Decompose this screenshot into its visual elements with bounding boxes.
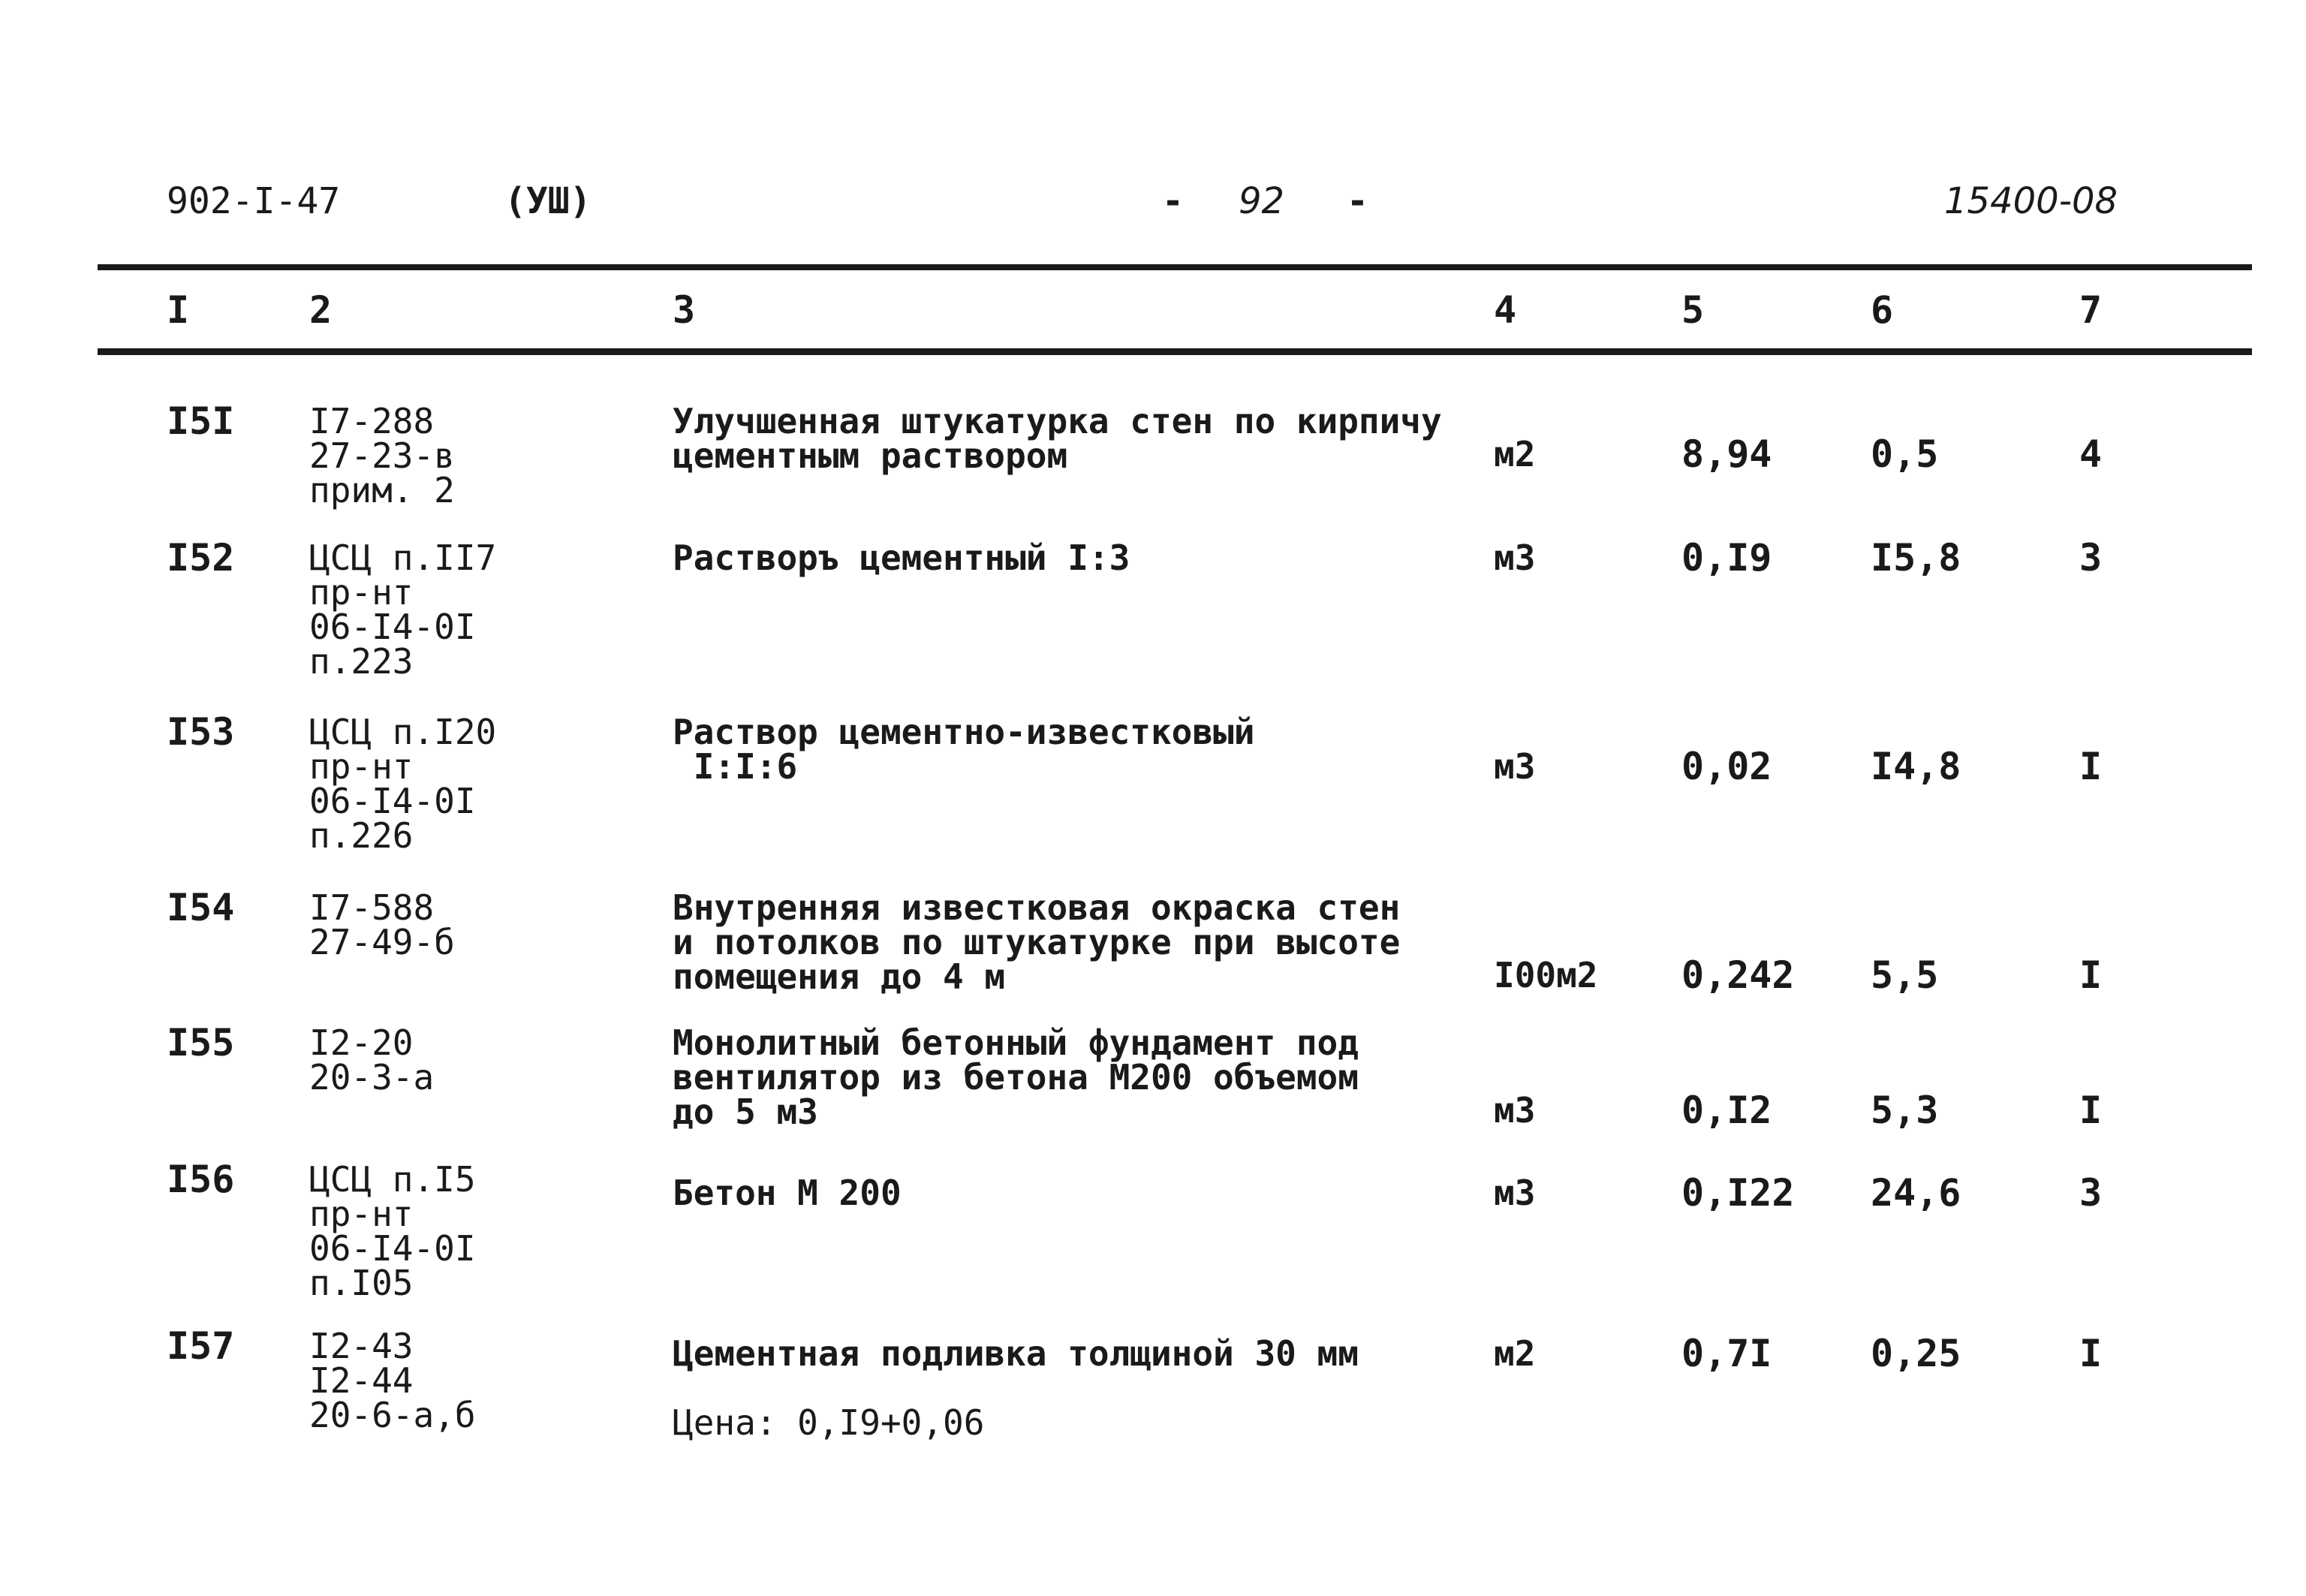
page-dash-right: -	[1347, 180, 1368, 222]
row-152-description: Растворъ цементный I:3	[673, 538, 1130, 578]
row-152-number: I52	[167, 536, 235, 580]
row-157-unit: м2	[1494, 1333, 1536, 1374]
row-151-quantity: 8,94	[1681, 432, 1772, 476]
row-157-reference: I2-43 I2-44 20-6-а,б	[309, 1326, 476, 1435]
row-157-quantity: 0,7I	[1681, 1332, 1772, 1375]
row-155-unit: м3	[1494, 1090, 1536, 1131]
row-156-description: Бетон М 200	[673, 1173, 902, 1213]
document-number: 15400-08	[1944, 180, 2118, 222]
row-153-quantity: 0,02	[1681, 745, 1772, 788]
row-155-description: Монолитный бетонный фундамент под вентилятор из бетона М200 объемом до 5 м3	[673, 1022, 1359, 1132]
row-151-description: Улучшенная штукатурка стен по кирпичу цементным раствором	[673, 401, 1442, 476]
row-151-reference: I7-288 27-23-в прим. 2	[309, 401, 455, 510]
row-153-total: I	[2079, 745, 2103, 788]
row-156-quantity: 0,I22	[1681, 1171, 1795, 1215]
table-header-rule	[98, 348, 2252, 355]
row-155-total: I	[2079, 1089, 2103, 1132]
row-157-description: Цементная подливка толщиной 30 мм	[673, 1333, 1359, 1374]
row-156-price: 24,6	[1871, 1171, 1961, 1215]
table-top-rule	[98, 264, 2252, 270]
row-152-quantity: 0,I9	[1681, 536, 1772, 580]
row-152-price: I5,8	[1871, 536, 1961, 580]
page-dash-left: -	[1162, 180, 1184, 222]
column-header-3: 3	[673, 288, 696, 332]
row-153-price: I4,8	[1871, 745, 1961, 788]
row-153-unit: м3	[1494, 746, 1536, 787]
row-155-price: 5,3	[1871, 1089, 1939, 1132]
row-153-description: Раствор цементно-известковый I:I:6	[673, 712, 1255, 787]
row-153-reference: ЦСЦ п.I20 пр-нт 06-I4-0I п.226	[309, 712, 497, 856]
row-155-number: I55	[167, 1021, 235, 1065]
column-header-5: 5	[1681, 288, 1705, 332]
row-155-reference: I2-20 20-3-а	[309, 1022, 435, 1098]
row-151-number: I5I	[167, 399, 235, 443]
row-152-total: 3	[2079, 536, 2103, 580]
row-151-unit: м2	[1494, 434, 1536, 474]
column-header-7: 7	[2079, 288, 2103, 332]
row-157-number: I57	[167, 1324, 235, 1368]
row-154-quantity: 0,242	[1681, 953, 1795, 997]
row-157-total: I	[2079, 1332, 2103, 1375]
row-155-quantity: 0,I2	[1681, 1089, 1772, 1132]
column-header-1: I	[167, 288, 190, 332]
row-156-unit: м3	[1494, 1173, 1536, 1213]
project-code: 902-I-47	[167, 180, 341, 222]
row-154-reference: I7-588 27-49-б	[309, 887, 455, 962]
row-154-unit: I00м2	[1494, 955, 1598, 995]
row-152-unit: м3	[1494, 538, 1536, 578]
row-156-number: I56	[167, 1158, 235, 1201]
row-153-number: I53	[167, 710, 235, 754]
row-156-reference: ЦСЦ п.I5 пр-нт 06-I4-0I п.I05	[309, 1159, 476, 1303]
row-151-total: 4	[2079, 432, 2103, 476]
column-header-6: 6	[1871, 288, 1894, 332]
row-156-total: 3	[2079, 1171, 2103, 1215]
row-151-price: 0,5	[1871, 432, 1939, 476]
page-number: 92	[1239, 180, 1285, 222]
column-header-2: 2	[309, 288, 333, 332]
row-154-number: I54	[167, 886, 235, 929]
section-number: (УШ)	[504, 180, 592, 222]
row-152-reference: ЦСЦ п.II7 пр-нт 06-I4-0I п.223	[309, 538, 497, 682]
column-header-4: 4	[1494, 288, 1517, 332]
row-154-total: I	[2079, 953, 2103, 997]
row-154-description: Внутренняя известковая окраска стен и потолков по штукатурке при высоте помещения до 4 м	[673, 887, 1401, 997]
price-note: Цена: 0,I9+0,06	[673, 1402, 985, 1443]
row-157-price: 0,25	[1871, 1332, 1961, 1375]
row-154-price: 5,5	[1871, 953, 1939, 997]
